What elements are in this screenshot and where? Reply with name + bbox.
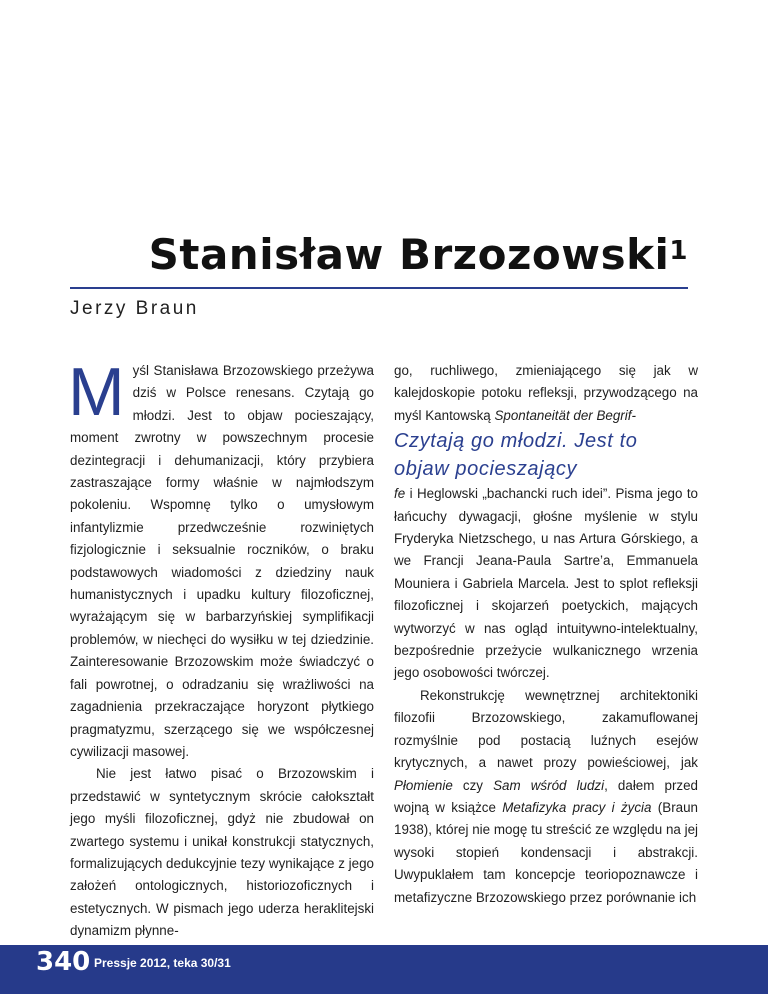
drop-cap: M xyxy=(68,354,125,430)
book-title-plomienie: Płomienie xyxy=(394,777,453,793)
left-column xyxy=(68,354,374,943)
book-title-sam-wsrod-ludzi: Sam wśród ludzi xyxy=(493,777,605,793)
book-title-metafizyka: Metafizyka pracy i życia xyxy=(502,799,652,815)
paragraph-4-text-a: Rekonstrukcję wewnętrznej architektoniki filozofii Brzozowskiego, zakamuflowanej rozmyślnie pod postacią luźnych esejów krytycznych, a nawet prozy powieściowej, jak xyxy=(394,687,698,771)
italic-term: Spontaneität der Begrif- xyxy=(494,407,636,423)
article-title xyxy=(0,230,688,280)
article-title-text: Stanisław Brzozowski xyxy=(148,230,670,279)
right-column xyxy=(394,360,698,909)
paragraph-continued-text: go, ruchliwego, zmieniającego się jak w kalejdoskopie potoku refleksji, przywodzącego na myśl Kantowską xyxy=(394,363,698,423)
paragraph-2: Nie jest łatwo pisać o Brzozowskim i przedstawić w syntetycznym skrócie całokształt jego myśli filozoficznej, gdyż nie zbudował on zwartego systemu i unikał konstrukcji statycznych, formalizujących dedukcyjnie tezy wynikające z jego założeń ontologicznych, historiozoficznych i estetycznych. W pismach jego uderza heraklitejski dynamizm płynne- xyxy=(70,766,374,939)
author-name: Jerzy Braun xyxy=(70,298,199,319)
italic-term-end: fe xyxy=(394,486,406,502)
journal-issue: Pressje 2012, teka 30/31 xyxy=(94,956,231,970)
paragraph-continued xyxy=(394,360,698,427)
page-number: 340 xyxy=(36,947,91,977)
paragraph-1 xyxy=(68,354,374,763)
title-rule xyxy=(70,287,688,289)
paragraph-4-text-c: , dałem przed wojną w książce xyxy=(394,777,698,815)
paragraph-3-text: i Heglowski „bachancki ruch idei”. Pisma jego to łańcuchy dywagacji, głośne myślenie w stylu Fryderyka Nietzschego, u nas Artura Górskiego, a we Francji Jeana-Paula Sartre’a, Emmanuela Mouniera i Gabriela Marcela. Jest to splot refleksji filozoficznej i skojarzeń poetyckich, mających wytworzyć w nas ogląd intuitywno-intelektualny, bezpośrednie przeżycie wulkanicznego wrzenia jego osobowości twórczej. xyxy=(394,486,698,681)
paragraph-1-text: yśl Stanisława Brzozowskiego przeżywa dziś w Polsce renesans. Czytają go młodzi. Jest to objaw pocieszający, moment zwrotny w powszechnym procesie dezintegracji i dehumanizacji, który przybiera zastraszające formy właśnie w najmłodszym pokoleniu. Wspomnę tylko o umysłowym infantylizmie przedwcześnie rozwiniętych fizjologicznie i seksualnie roczników, o braku podstawowych wiadomości z dziedziny nauk humanistycznych i upadku kultury filozoficznej, wyrażającym się w barbarzyńskiej symplifikacji problemów, w niechęci do wysiłku w tej dziedzinie. Zainteresowanie Brzozowskim może świadczyć o fali powrotnej, o odradzaniu się wrażliwości na zagadnienia przekraczające horyzont płytkiego pragmatyzmu, szerzącego się we współczesnej cywilizacji masowej. xyxy=(70,363,374,759)
pull-quote: Czytają go młodzi. Jest to objaw pocieszający xyxy=(394,430,638,481)
footnote-mark[interactable]: 1 xyxy=(669,236,688,266)
paragraph-4-text-d: (Braun 1938), której nie mogę tu streścić ze względu na jej wysoki stopień kondensacji i abstrakcji. Uwypuklałem tam koncepcje teoriopoznawcze i metafizyczne Brzozowskiego przez porównanie ich xyxy=(394,799,698,905)
paragraph-4-text-b: czy xyxy=(452,777,494,793)
page-footer xyxy=(0,945,768,994)
paragraph-3 xyxy=(394,483,698,685)
paragraph-4 xyxy=(394,685,698,909)
